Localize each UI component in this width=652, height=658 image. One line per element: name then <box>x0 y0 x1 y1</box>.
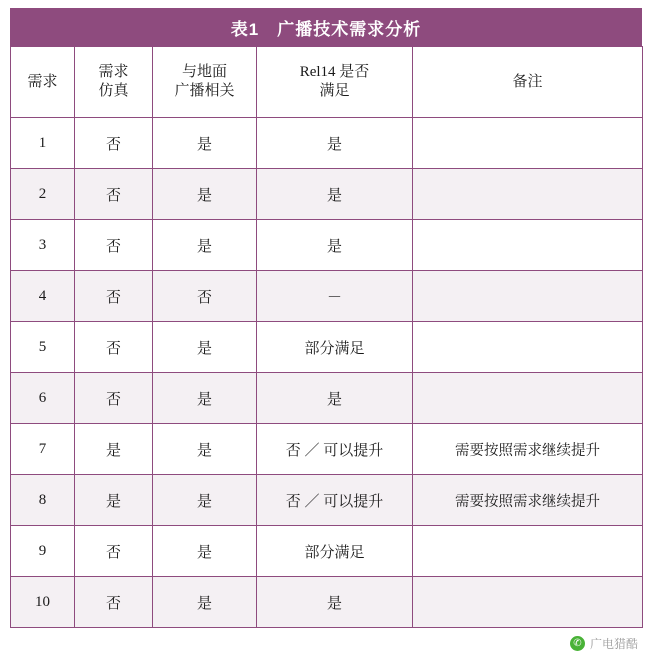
cell-simulation: 否 <box>75 271 153 322</box>
wechat-icon: ✆ <box>570 636 585 651</box>
cell-rel14: 否 ／ 可以提升 <box>257 424 413 475</box>
cell-note <box>413 373 643 424</box>
table-row <box>11 271 643 322</box>
cell-requirement: 8 <box>11 475 75 526</box>
requirements-table <box>10 46 643 628</box>
cell-simulation: 否 <box>75 322 153 373</box>
table-title <box>10 8 642 46</box>
cell-rel14: 是 <box>257 373 413 424</box>
cell-rel14: 部分满足 <box>257 322 413 373</box>
table-body <box>11 118 643 628</box>
cell-note <box>413 220 643 271</box>
table-row <box>11 220 643 271</box>
cell-rel14: 部分满足 <box>257 526 413 577</box>
cell-note: 需要按照需求继续提升 <box>413 424 643 475</box>
cell-note <box>413 271 643 322</box>
cell-simulation: 否 <box>75 169 153 220</box>
cell-rel14: 是 <box>257 169 413 220</box>
cell-ground-related: 是 <box>153 220 257 271</box>
cell-requirement: 5 <box>11 322 75 373</box>
cell-note <box>413 526 643 577</box>
table-row <box>11 577 643 628</box>
cell-ground-related: 是 <box>153 322 257 373</box>
cell-rel14: 是 <box>257 577 413 628</box>
cell-ground-related: 是 <box>153 169 257 220</box>
cell-rel14: － <box>257 271 413 322</box>
cell-requirement: 9 <box>11 526 75 577</box>
cell-ground-related: 是 <box>153 118 257 169</box>
cell-note <box>413 577 643 628</box>
cell-simulation: 否 <box>75 118 153 169</box>
table-row <box>11 169 643 220</box>
column-header-note: 备注 <box>413 47 643 118</box>
cell-rel14: 是 <box>257 220 413 271</box>
cell-simulation: 否 <box>75 577 153 628</box>
column-header-rel14: Rel14 是否 满足 <box>257 47 413 118</box>
cell-ground-related: 否 <box>153 271 257 322</box>
cell-ground-related: 是 <box>153 577 257 628</box>
cell-simulation: 否 <box>75 373 153 424</box>
table-row <box>11 373 643 424</box>
table-header-row <box>11 47 643 118</box>
table-number: 表1 <box>230 19 260 39</box>
cell-simulation: 是 <box>75 424 153 475</box>
cell-rel14: 是 <box>257 118 413 169</box>
cell-simulation: 是 <box>75 475 153 526</box>
cell-simulation: 否 <box>75 220 153 271</box>
cell-ground-related: 是 <box>153 373 257 424</box>
cell-requirement: 3 <box>11 220 75 271</box>
watermark <box>570 635 638 652</box>
table-title-text: 广播技术需求分析 <box>277 19 422 39</box>
cell-requirement: 6 <box>11 373 75 424</box>
cell-note <box>413 169 643 220</box>
cell-requirement: 10 <box>11 577 75 628</box>
watermark-label: 广电猎酷 <box>589 637 638 651</box>
table-row <box>11 118 643 169</box>
cell-ground-related: 是 <box>153 475 257 526</box>
cell-requirement: 7 <box>11 424 75 475</box>
cell-rel14: 否 ／ 可以提升 <box>257 475 413 526</box>
column-header-requirement: 需求 <box>11 47 75 118</box>
table-row <box>11 424 643 475</box>
table-row <box>11 475 643 526</box>
cell-requirement: 4 <box>11 271 75 322</box>
cell-ground-related: 是 <box>153 424 257 475</box>
cell-note: 需要按照需求继续提升 <box>413 475 643 526</box>
cell-simulation: 否 <box>75 526 153 577</box>
cell-requirement: 1 <box>11 118 75 169</box>
table-row <box>11 322 643 373</box>
cell-ground-related: 是 <box>153 526 257 577</box>
cell-requirement: 2 <box>11 169 75 220</box>
cell-note <box>413 322 643 373</box>
table-header <box>11 47 643 118</box>
column-header-simulation: 需求 仿真 <box>75 47 153 118</box>
table-row <box>11 526 643 577</box>
column-header-ground-related: 与地面 广播相关 <box>153 47 257 118</box>
cell-note <box>413 118 643 169</box>
